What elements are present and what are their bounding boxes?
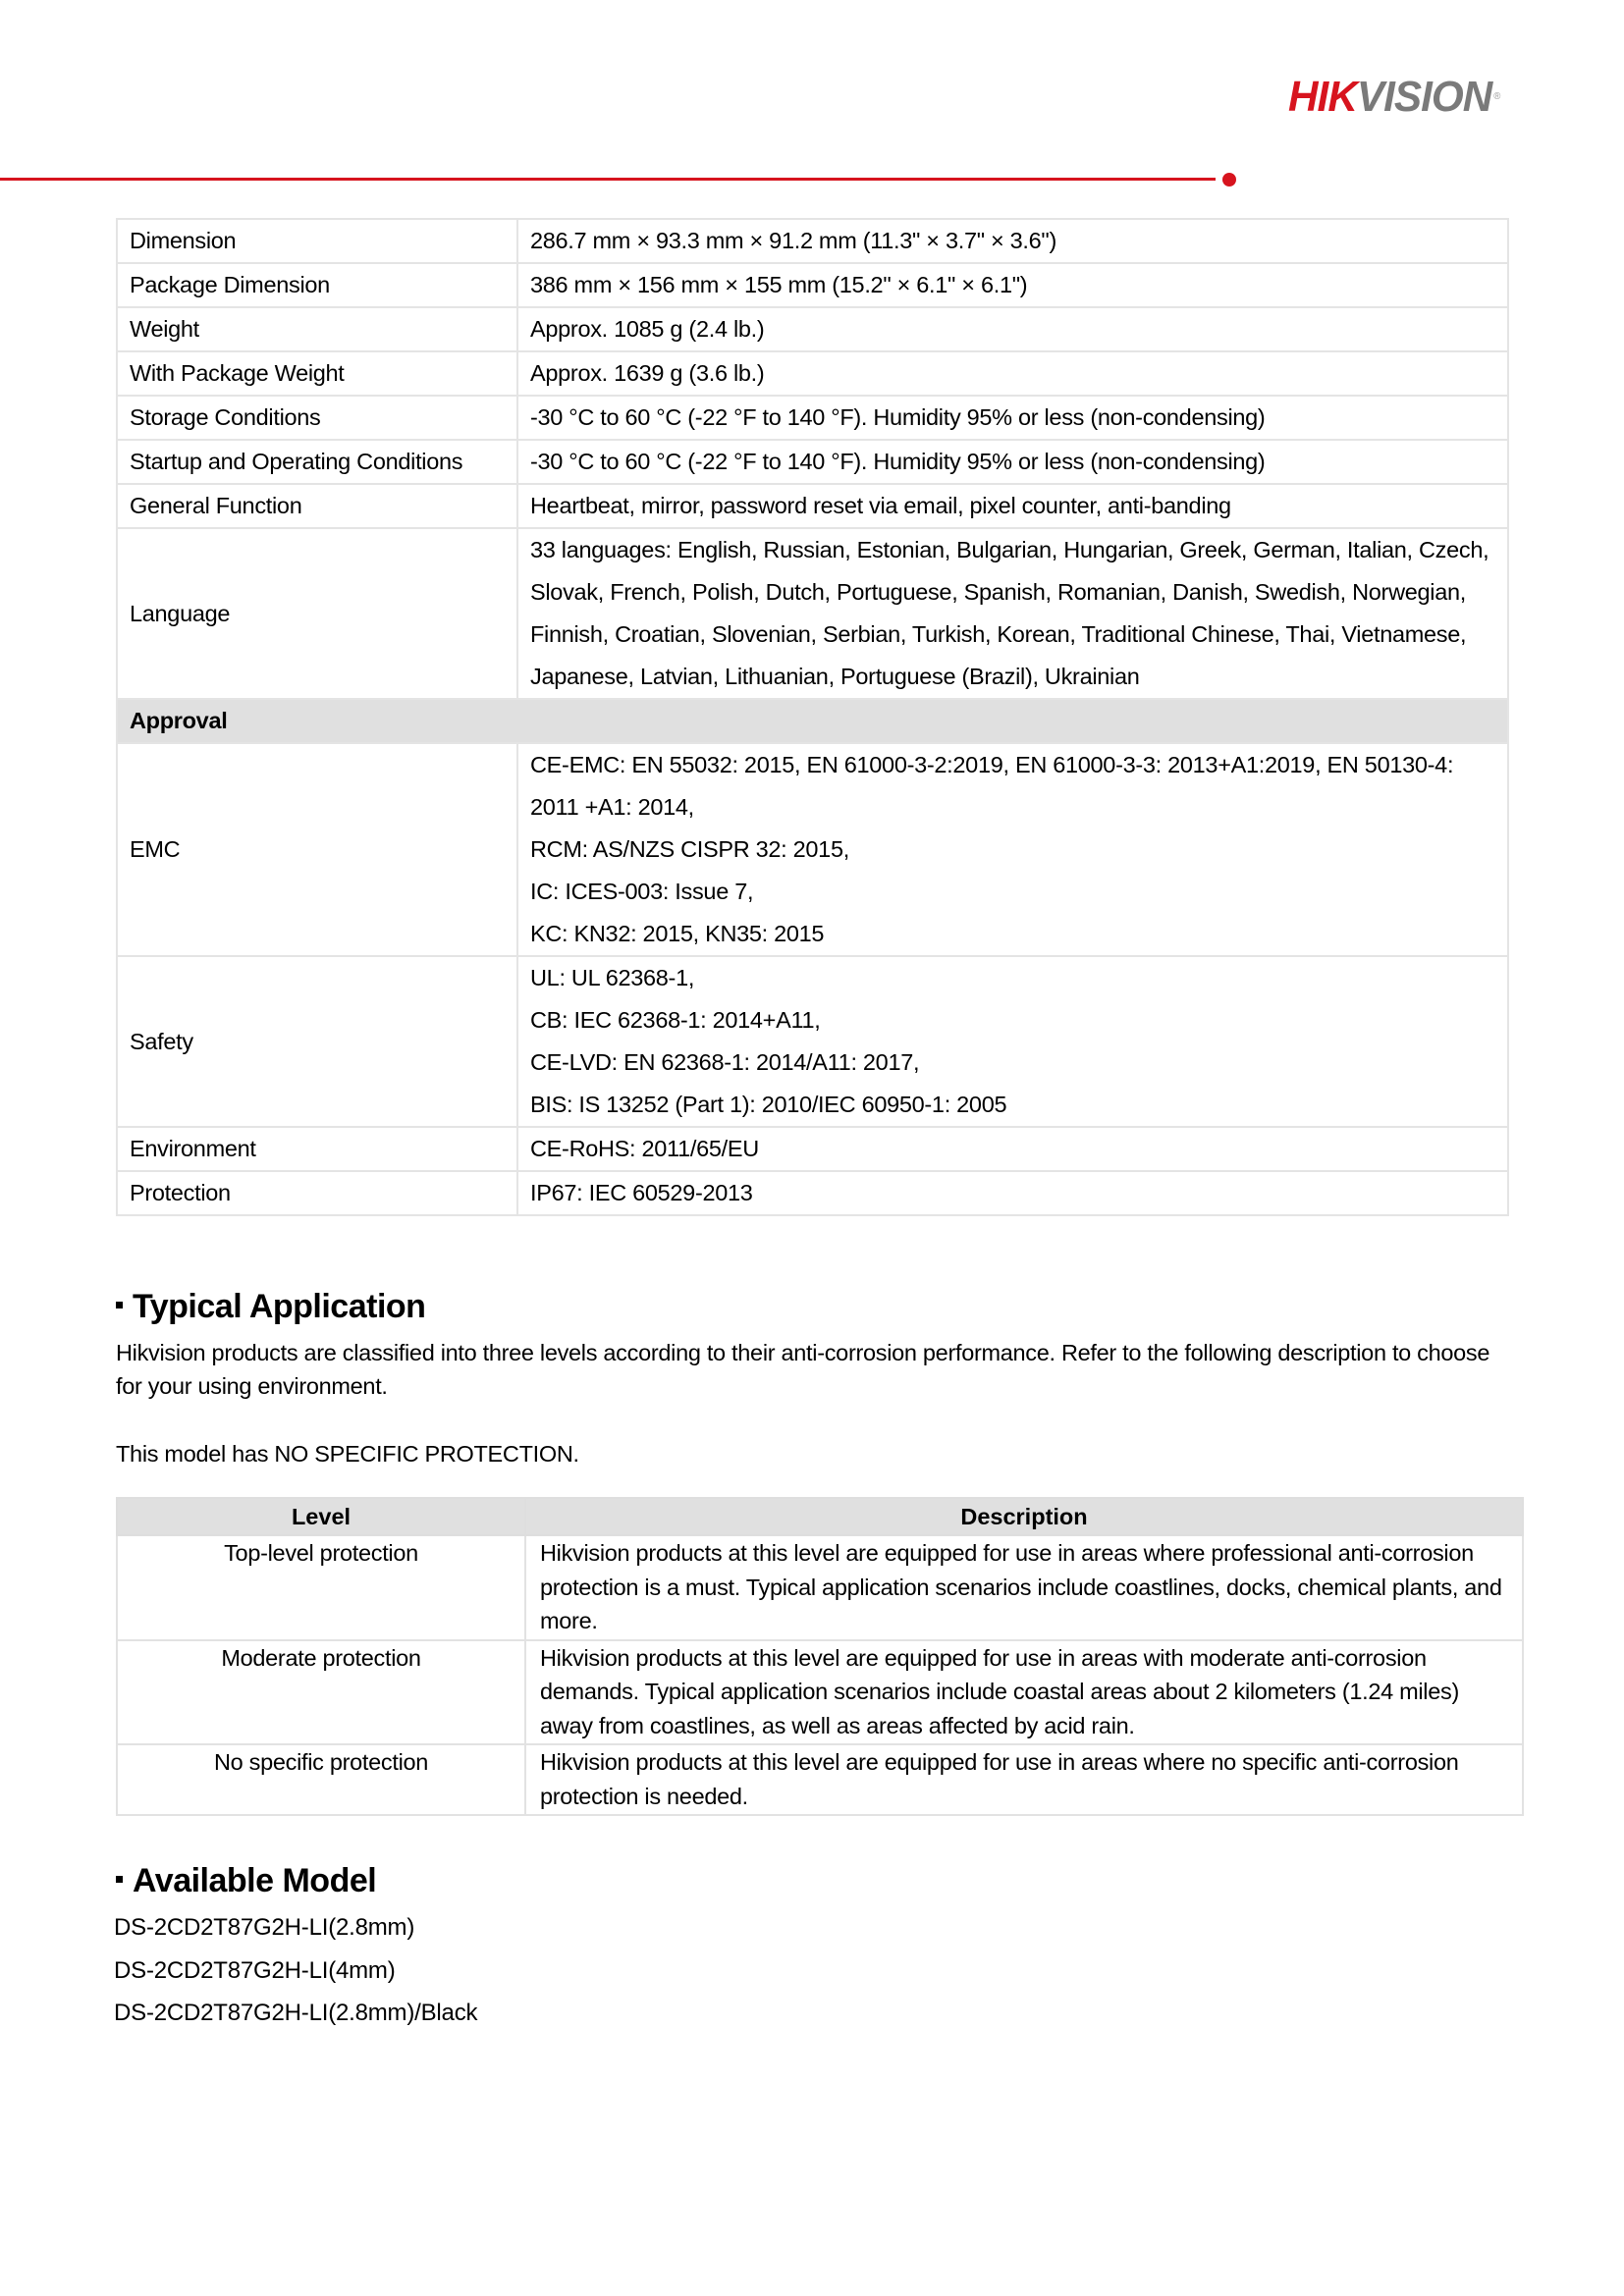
protection-level-row <box>117 1640 1523 1745</box>
spec-value-line: 386 mm × 156 mm × 155 mm (15.2" × 6.1" × 6.1") <box>530 272 1028 297</box>
spec-row <box>117 263 1508 307</box>
spec-row <box>117 528 1508 699</box>
spec-value-line: -30 °C to 60 °C (-22 °F to 140 °F). Humidity 95% or less (non-condensing) <box>530 404 1266 430</box>
spec-row <box>117 956 1508 1127</box>
spec-value-line: CE-LVD: EN 62368-1: 2014/A11: 2017, <box>530 1049 920 1075</box>
model-item: DS-2CD2T87G2H-LI(4mm) <box>114 1956 396 1984</box>
hikvision-logo <box>1288 75 1499 120</box>
spec-table <box>116 218 1509 1216</box>
spec-value-line: RCM: AS/NZS CISPR 32: 2015, <box>530 836 849 862</box>
spec-value <box>517 396 1508 440</box>
protection-levels-table <box>116 1497 1524 1816</box>
protection-level-description: Hikvision products at this level are equipped for use in areas where no specific anti-corrosion protection is needed. <box>525 1744 1523 1815</box>
header-divider-line <box>0 178 1216 181</box>
spec-table-body <box>117 219 1508 1215</box>
spec-key: EMC <box>117 743 517 956</box>
available-model-title: Available Model <box>133 1862 377 1899</box>
model-item: DS-2CD2T87G2H-LI(2.8mm)/Black <box>114 2000 478 2026</box>
spec-value-line: Heartbeat, mirror, password reset via email, pixel counter, anti-banding <box>530 493 1231 518</box>
spec-value <box>517 307 1508 351</box>
spec-value-line: CE-RoHS: 2011/65/EU <box>530 1136 759 1161</box>
spec-value <box>517 263 1508 307</box>
heading-bullet-icon <box>116 1302 123 1308</box>
protection-level-description: Hikvision products at this level are equipped for use in areas where professional anti-corrosion protection is a must. Typical application scenarios include coastlines, docks, chemical plants, and more. <box>525 1535 1523 1640</box>
protection-level-description: Hikvision products at this level are equipped for use in areas with moderate anti-corrosion demands. Typical application scenarios include coastal areas about 2 kilometers (1.24 miles) away from coastlines, as well as areas affected by acid rain. <box>525 1640 1523 1745</box>
protection-level-row <box>117 1744 1523 1815</box>
spec-key: Startup and Operating Conditions <box>117 440 517 484</box>
spec-value-line: CE-EMC: EN 55032: 2015, EN 61000-3-2:2019, EN 61000-3-3: 2013+A1:2019, EN 50130-4: 2011 +A1: 2014, <box>530 752 1454 820</box>
spec-row <box>117 484 1508 528</box>
spec-value-line: BIS: IS 13252 (Part 1): 2010/IEC 60950-1: 2005 <box>530 1092 1007 1117</box>
logo-part-hik: HIK <box>1288 73 1357 121</box>
approval-section-title: Approval <box>117 699 1508 743</box>
spec-row <box>117 351 1508 396</box>
registered-mark: ® <box>1493 91 1500 102</box>
spec-value-line: IP67: IEC 60529-2013 <box>530 1180 753 1205</box>
spec-row <box>117 440 1508 484</box>
spec-value <box>517 484 1508 528</box>
spec-key: Protection <box>117 1171 517 1215</box>
spec-value <box>517 743 1508 956</box>
spec-row <box>117 743 1508 956</box>
available-model-list <box>114 1906 477 2035</box>
column-header-description: Description <box>525 1498 1523 1535</box>
spec-value-line: 33 languages: English, Russian, Estonian, Bulgarian, Hungarian, Greek, German, Italian, Czech, Slovak, French, Polish, Dutch, Portuguese, Spanish, Romanian, Danish, Swedish, Norwegian, Finnish, Croatian, Slovenian, Serbian, Turkish, Korean, Traditional Chinese, Thai, Vietnamese, Japanese, Latvian, Lithuanian, Portuguese (Brazil), Ukrainian <box>530 537 1489 689</box>
spec-key: Environment <box>117 1127 517 1171</box>
spec-value-line: -30 °C to 60 °C (-22 °F to 140 °F). Humidity 95% or less (non-condensing) <box>530 449 1266 474</box>
available-model-heading <box>116 1862 376 1900</box>
spec-value <box>517 440 1508 484</box>
spec-key: Dimension <box>117 219 517 263</box>
spec-key: Package Dimension <box>117 263 517 307</box>
spec-value-line: 286.7 mm × 93.3 mm × 91.2 mm (11.3" × 3.7" × 3.6") <box>530 228 1056 253</box>
spec-row <box>117 1171 1508 1215</box>
protection-level-name: No specific protection <box>117 1744 525 1815</box>
spec-value-line: KC: KN32: 2015, KN35: 2015 <box>530 921 825 946</box>
spec-key: Storage Conditions <box>117 396 517 440</box>
spec-value-line: UL: UL 62368-1, <box>530 965 695 990</box>
protection-levels-body <box>117 1535 1523 1815</box>
approval-section-row <box>117 699 1508 743</box>
protection-level-name: Moderate protection <box>117 1640 525 1745</box>
spec-value-line: Approx. 1085 g (2.4 lb.) <box>530 316 765 342</box>
spec-row <box>117 307 1508 351</box>
spec-key: Safety <box>117 956 517 1127</box>
spec-value <box>517 956 1508 1127</box>
model-item: DS-2CD2T87G2H-LI(2.8mm) <box>114 1914 415 1941</box>
spec-value <box>517 1171 1508 1215</box>
spec-key: Language <box>117 528 517 699</box>
spec-row <box>117 1127 1508 1171</box>
logo-part-vision: VISION <box>1356 73 1492 121</box>
column-header-level: Level <box>117 1498 525 1535</box>
protection-level-row <box>117 1535 1523 1640</box>
typical-application-title: Typical Application <box>133 1288 426 1325</box>
spec-value <box>517 219 1508 263</box>
header-divider-dot <box>1222 173 1236 187</box>
spec-row <box>117 396 1508 440</box>
protection-levels-header-row <box>117 1498 1523 1535</box>
spec-key: Weight <box>117 307 517 351</box>
spec-value-line: Approx. 1639 g (3.6 lb.) <box>530 360 765 386</box>
spec-value-line: CB: IEC 62368-1: 2014+A11, <box>530 1007 821 1033</box>
heading-bullet-icon <box>116 1876 123 1883</box>
typical-application-heading <box>116 1288 425 1326</box>
typical-application-intro: Hikvision products are classified into three levels according to their anti-corrosion performance. Refer to the following description to choose for your using environment. <box>116 1340 1490 1399</box>
spec-key: General Function <box>117 484 517 528</box>
protection-note: This model has NO SPECIFIC PROTECTION. <box>116 1441 579 1467</box>
spec-value-line: IC: ICES-003: Issue 7, <box>530 879 754 904</box>
spec-value <box>517 528 1508 699</box>
spec-value <box>517 351 1508 396</box>
protection-level-name: Top-level protection <box>117 1535 525 1640</box>
spec-key: With Package Weight <box>117 351 517 396</box>
spec-value <box>517 1127 1508 1171</box>
spec-row <box>117 219 1508 263</box>
